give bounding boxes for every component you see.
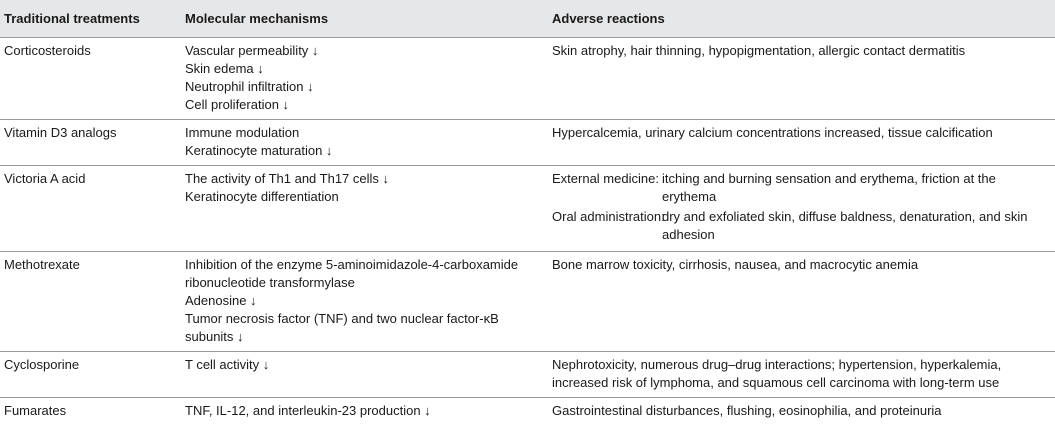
treatment-cell: Vitamin D3 analogs — [0, 120, 181, 166]
table-row — [0, 166, 1055, 252]
mechanisms-cell — [181, 120, 548, 166]
treatment-cell: Methotrexate — [0, 252, 181, 352]
adverse-reaction-cell: Bone marrow toxicity, cirrhosis, nausea, and macrocytic anemia — [548, 252, 1055, 352]
mechanisms-cell — [181, 252, 548, 352]
adverse-reaction-cell: Nephrotoxicity, numerous drug–drug interactions; hypertension, hyperkalemia, increased risk of lymphoma, and squamous cell carcinoma with long-term use — [548, 352, 1055, 398]
mechanism-item: Keratinocyte differentiation — [185, 189, 339, 204]
mechanism-item: Keratinocyte maturation ↓ — [185, 143, 333, 158]
table-row — [0, 352, 1055, 398]
treatment-cell: Cyclosporine — [0, 352, 181, 398]
adverse-reaction-cell: Hypercalcemia, urinary calcium concentrations increased, tissue calcification — [548, 120, 1055, 166]
header-row — [0, 0, 1055, 38]
mechanism-item: Neutrophil infiltration ↓ — [185, 79, 314, 94]
reaction-subentry — [552, 208, 1051, 244]
reaction-route-label: Oral administration: — [552, 209, 665, 224]
table-header — [0, 0, 1055, 38]
adverse-reaction-cell: Skin atrophy, hair thinning, hypopigmentation, allergic contact dermatitis — [548, 38, 1055, 120]
mechanism-item: Skin edema ↓ — [185, 61, 264, 76]
table-row — [0, 398, 1055, 426]
header-treatments: Traditional treatments — [0, 0, 181, 38]
mechanism-item: The activity of Th1 and Th17 cells ↓ — [185, 171, 390, 186]
mechanism-item: Inhibition of the enzyme 5-aminoimidazole-4-carboxamide ribonucleotide transformylase — [185, 257, 519, 290]
mechanism-item: Cell proliferation ↓ — [185, 97, 290, 112]
mechanisms-cell — [181, 166, 548, 252]
reaction-route-label: External medicine: — [552, 171, 659, 186]
header-adverse-reactions: Adverse reactions — [548, 0, 1055, 38]
reaction-route-text: itching and burning sensation and erythema, friction at the erythema — [662, 171, 996, 204]
reaction-subentry — [552, 170, 1051, 206]
treatment-cell: Corticosteroids — [0, 38, 181, 120]
treatment-cell: Fumarates — [4, 403, 67, 418]
mechanism-item: Tumor necrosis factor (TNF) and two nuclear factor-κB subunits ↓ — [185, 311, 499, 344]
table-row — [0, 252, 1055, 352]
reaction-route-text: dry and exfoliated skin, diffuse baldness, denaturation, and skin adhesion — [662, 209, 1028, 242]
mechanism-item: Adenosine ↓ — [185, 293, 257, 308]
mechanism-item: Vascular permeability ↓ — [185, 43, 319, 58]
adverse-reaction-cell — [548, 166, 1055, 252]
mechanism-item: TNF, IL-12, and interleukin-23 production ↓ — [185, 403, 431, 418]
table-row — [0, 120, 1055, 166]
header-mechanisms: Molecular mechanisms — [181, 0, 548, 38]
mechanism-item: T cell activity ↓ — [185, 357, 270, 372]
adverse-reaction-cell: Gastrointestinal disturbances, flushing, eosinophilia, and proteinuria — [552, 403, 942, 418]
treatment-cell: Victoria A acid — [0, 166, 181, 252]
table-body — [0, 38, 1055, 426]
mechanisms-cell — [181, 38, 548, 120]
mechanisms-cell — [181, 352, 548, 398]
mechanism-item: Immune modulation — [185, 125, 300, 140]
mechanisms-cell — [181, 398, 548, 426]
table-row — [0, 38, 1055, 120]
